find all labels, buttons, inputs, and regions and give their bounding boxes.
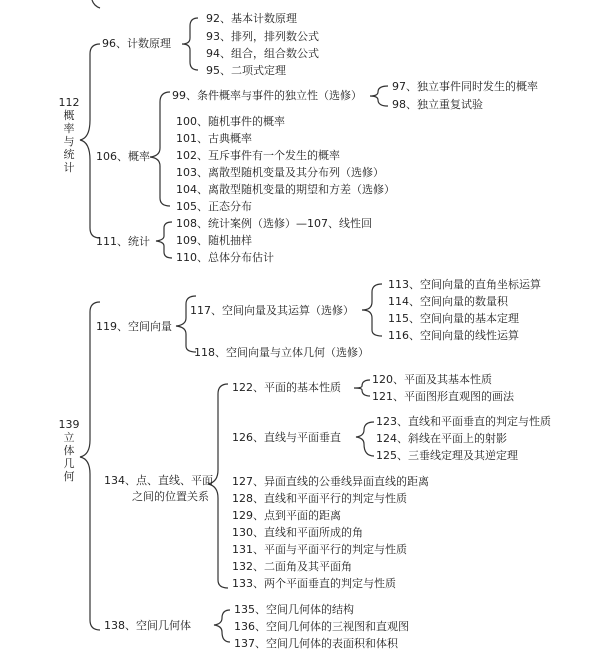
leaf-93: 93、排列，排列数公式 — [206, 30, 319, 43]
brace-111 — [156, 222, 172, 258]
leaf-120: 120、平面及其基本性质 — [372, 373, 492, 386]
leaf-136: 136、空间几何体的三视图和直观图 — [234, 620, 409, 633]
root-solid-geometry: 139 立 体 几 何 — [58, 418, 80, 483]
leaf-97: 97、独立事件同时发生的概率 — [392, 80, 538, 93]
leaf-125: 125、三垂线定理及其逆定理 — [376, 449, 518, 462]
node-126: 126、直线与平面垂直 — [232, 431, 341, 444]
leaf-95: 95、二项式定理 — [206, 64, 286, 77]
root-probability-statistics: 112 概 率 与 统 计 — [58, 96, 80, 174]
leaf-105: 105、正态分布 — [176, 200, 252, 213]
node-119: 119、空间向量 — [96, 320, 172, 333]
node-138: 138、空间几何体 — [104, 619, 191, 632]
leaf-110: 110、总体分布估计 — [176, 251, 274, 264]
node-99: 99、条件概率与事件的独立性（选修） — [172, 89, 362, 102]
leaf-135: 135、空间几何体的结构 — [234, 603, 354, 616]
leaf-124: 124、斜线在平面上的射影 — [376, 432, 507, 445]
leaf-103: 103、离散型随机变量及其分布列（选修） — [176, 166, 384, 179]
brace-96 — [182, 18, 198, 70]
leaf-108: 108、统计案例（选修）—107、线性回 — [176, 217, 372, 230]
leaf-104: 104、离散型随机变量的期望和方差（选修） — [176, 183, 395, 196]
leaf-114: 114、空间向量的数量积 — [388, 295, 508, 308]
brace-geo — [80, 302, 100, 630]
leaf-130: 130、直线和平面所成的角 — [232, 526, 363, 539]
leaf-131: 131、平面与平面平行的判定与性质 — [232, 543, 407, 556]
leaf-129: 129、点到平面的距离 — [232, 509, 341, 522]
leaf-132: 132、二面角及其平面角 — [232, 560, 352, 573]
node-96: 96、计数原理 — [102, 37, 171, 50]
brace-stat — [80, 44, 100, 238]
leaf-128: 128、直线和平面平行的判定与性质 — [232, 492, 407, 505]
brace-117 — [362, 284, 382, 336]
node-134-line1: 134、点、直线、平面 — [104, 474, 213, 487]
leaf-100: 100、随机事件的概率 — [176, 115, 285, 128]
leaf-115: 115、空间向量的基本定理 — [388, 312, 519, 325]
brace-122 — [354, 380, 370, 396]
node-111: 111、统计 — [96, 235, 150, 248]
brace-138 — [214, 610, 230, 642]
node-106: 106、概率 — [96, 150, 150, 163]
leaf-113: 113、空间向量的直角坐标运算 — [388, 278, 541, 291]
node-117: 117、空间向量及其运算（选修） — [190, 304, 354, 317]
brace-99 — [370, 86, 388, 106]
leaf-118: 118、空间向量与立体几何（选修） — [194, 346, 369, 359]
leaf-102: 102、互斥事件有一个发生的概率 — [176, 149, 340, 162]
brace-126 — [356, 422, 374, 456]
leaf-133: 133、两个平面垂直的判定与性质 — [232, 577, 396, 590]
node-134-line2: 之间的位置关系 — [132, 490, 209, 503]
leaf-101: 101、古典概率 — [176, 132, 252, 145]
leaf-92: 92、基本计数原理 — [206, 12, 297, 25]
node-122: 122、平面的基本性质 — [232, 381, 341, 394]
leaf-123: 123、直线和平面垂直的判定与性质 — [376, 415, 551, 428]
leaf-137: 137、空间几何体的表面积和体积 — [234, 637, 398, 650]
brace-106 — [150, 92, 170, 206]
leaf-94: 94、组合，组合数公式 — [206, 47, 319, 60]
leaf-127: 127、异面直线的公垂线异面直线的距离 — [232, 475, 429, 488]
leaf-116: 116、空间向量的线性运算 — [388, 329, 519, 342]
leaf-98: 98、独立重复试验 — [392, 98, 483, 111]
leaf-121: 121、平面图形直观图的画法 — [372, 390, 514, 403]
leaf-109: 109、随机抽样 — [176, 234, 252, 247]
